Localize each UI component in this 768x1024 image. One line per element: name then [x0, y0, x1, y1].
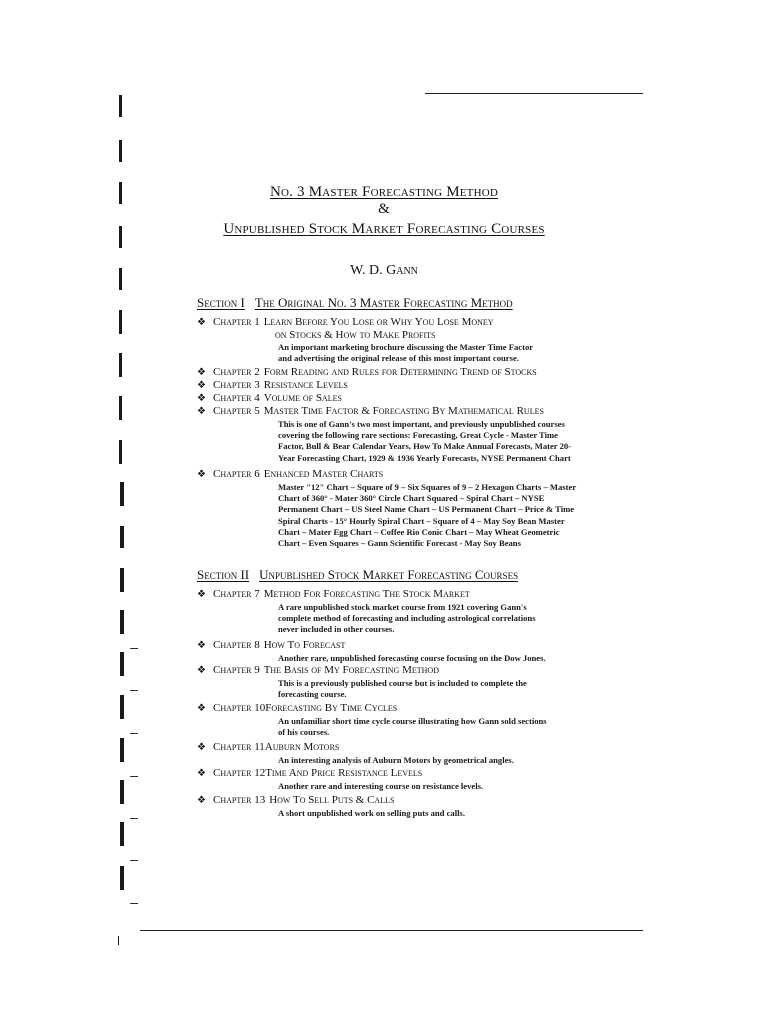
chapter-11-desc: An interesting analysis of Auburn Motors by geometrical angles.	[278, 755, 514, 765]
chapter-number: Chapter 5	[213, 405, 260, 417]
chapter-number: Chapter 7	[213, 588, 260, 600]
section-title: Unpublished Stock Market Forecasting Courses	[259, 567, 519, 582]
margin-dash	[130, 648, 138, 649]
diamond-bullet-icon: ❖	[197, 393, 206, 404]
section-label: Section II	[197, 567, 250, 582]
margin-dash	[130, 860, 138, 861]
chapter-number: Chapter 8	[213, 639, 260, 651]
author: W. D. Gann	[350, 263, 418, 278]
binding-mark	[120, 568, 124, 592]
chapter-12	[197, 767, 422, 780]
diamond-bullet-icon: ❖	[197, 742, 206, 753]
binding-mark	[120, 695, 124, 719]
title-line-1: No. 3 Master Forecasting Method	[269, 184, 499, 200]
chapter-number: Chapter 1	[213, 316, 260, 328]
chapter-4	[197, 392, 342, 405]
chapter-12-desc: Another rare and interesting course on resistance levels.	[278, 781, 484, 791]
chapter-title: Volume of Sales	[263, 392, 342, 404]
binding-mark	[118, 936, 119, 945]
chapter-title: Form Reading and Rules for Determining Trend of Stocks	[263, 366, 537, 378]
section-title: The Original No. 3 Master Forecasting Method	[254, 295, 513, 310]
chapter-title: Master Time Factor & Forecasting By Mathematical Rules	[263, 405, 544, 417]
margin-dash	[130, 818, 138, 819]
chapter-13	[197, 794, 394, 807]
diamond-bullet-icon: ❖	[197, 665, 206, 676]
section-2-heading	[197, 567, 518, 583]
binding-mark	[120, 866, 124, 890]
chapter-title: The Basis of My Forecasting Method	[263, 664, 439, 676]
binding-mark	[119, 440, 122, 464]
margin-dash	[130, 690, 138, 691]
binding-mark	[120, 526, 124, 548]
binding-mark	[119, 396, 122, 420]
diamond-bullet-icon: ❖	[197, 768, 206, 779]
title-ampersand: &	[378, 201, 390, 217]
chapter-title: Time And Price Resistance Levels	[265, 767, 423, 779]
diamond-bullet-icon: ❖	[197, 317, 206, 328]
diamond-bullet-icon: ❖	[197, 367, 206, 378]
chapter-number: Chapter 11	[213, 741, 265, 753]
diamond-bullet-icon: ❖	[197, 703, 206, 714]
binding-mark	[119, 95, 122, 117]
binding-mark	[120, 482, 124, 506]
diamond-bullet-icon: ❖	[197, 469, 206, 480]
chapter-8-desc: Another rare, unpublished forecasting course focusing on the Dow Jones.	[278, 653, 546, 663]
chapter-number: Chapter 4	[213, 392, 260, 404]
chapter-title: Resistance Levels	[263, 379, 348, 391]
chapter-title: Learn Before You Lose or Why You Lose Money	[263, 316, 494, 328]
chapter-number: Chapter 12	[213, 767, 266, 779]
margin-dash	[130, 733, 138, 734]
chapter-1-desc: An important marketing brochure discussing the Master Time Factor and advertising the original release of this most important course.	[278, 342, 534, 364]
chapter-10-desc: An unfamiliar short time cycle course illustrating how Gann sold sections of his courses.	[278, 716, 547, 738]
binding-mark	[119, 310, 122, 334]
binding-mark	[120, 780, 124, 804]
chapter-7-desc: A rare unpublished stock market course from 1921 covering Gann's complete method of forecasting and including astrological correlations never included in other courses.	[278, 602, 536, 635]
chapter-number: Chapter 6	[213, 468, 260, 480]
chapter-title: How To Forecast	[263, 639, 346, 651]
chapter-title: Auburn Motors	[264, 741, 340, 753]
margin-dash	[130, 903, 138, 904]
diamond-bullet-icon: ❖	[197, 640, 206, 651]
bottom-rule	[140, 930, 643, 931]
diamond-bullet-icon: ❖	[197, 795, 206, 806]
chapter-number: Chapter 3	[213, 379, 260, 391]
chapter-6	[197, 468, 383, 481]
top-rule	[425, 93, 643, 94]
chapter-title: Enhanced Master Charts	[263, 468, 384, 480]
chapter-10	[197, 702, 397, 715]
chapter-11	[197, 741, 339, 754]
chapter-6-desc: Master "12" Chart – Square of 9 – Six Squares of 9 – 2 Hexagon Charts – Master Chart of 360° - Mater 360° Circle Chart Squared – Spiral Chart – NYSE Permanent Chart – US Steel Name Chart – US Permanent Chart – Price & Time Spiral Charts - 15° Hourly Spiral Chart – Square of 4 – May Soy Bean Master Chart – Mater Egg Chart – Coffee Rio Conic Chart – May Wheat Geometric Chart – Even Squares – Gann Scientific Forecast - May Soy Beans	[278, 482, 577, 549]
chapter-7	[197, 588, 470, 601]
binding-mark	[120, 610, 124, 634]
diamond-bullet-icon: ❖	[197, 380, 206, 391]
title-line-2: Unpublished Stock Market Forecasting Courses	[223, 221, 545, 237]
diamond-bullet-icon: ❖	[197, 589, 206, 600]
chapter-8	[197, 639, 345, 652]
chapter-9-desc: This is a previously published course but is included to complete the forecasting course.	[278, 678, 527, 700]
chapter-title-cont: on Stocks & How to Make Profits	[275, 329, 436, 341]
chapter-5	[197, 405, 544, 418]
chapter-title: Forecasting By Time Cycles	[265, 702, 398, 714]
section-label: Section I	[197, 295, 245, 310]
chapter-5-desc: This is one of Gann's two most important, and previously unpublished courses covering the following rare sections: Forecasting, Great Cycle - Master Time Factor, Bull & Bear Calendar Years, How To Make Annual Forecasts, Mater 20- Year Forecasting Chart, 1929 & 1936 Yearly Forecasts, NYSE Permanent Chart	[278, 419, 572, 463]
chapter-9	[197, 664, 439, 677]
binding-mark	[120, 738, 124, 762]
diamond-bullet-icon: ❖	[197, 406, 206, 417]
binding-mark	[119, 353, 122, 377]
chapter-3	[197, 379, 348, 392]
chapter-1	[197, 316, 494, 341]
chapter-2	[197, 366, 537, 379]
margin-dash	[130, 776, 138, 777]
chapter-number: Chapter 9	[213, 664, 260, 676]
binding-mark	[120, 652, 124, 676]
chapter-title: How To Sell Puts & Calls	[269, 794, 395, 806]
chapter-title: Method For Forecasting The Stock Market	[263, 588, 470, 600]
binding-mark	[119, 140, 122, 162]
section-1-heading	[197, 295, 513, 311]
chapter-number: Chapter 2	[213, 366, 260, 378]
chapter-13-desc: A short unpublished work on selling puts and calls.	[278, 808, 465, 818]
chapter-number: Chapter 13	[213, 794, 266, 806]
binding-mark	[120, 822, 124, 846]
chapter-number: Chapter 10	[213, 702, 266, 714]
